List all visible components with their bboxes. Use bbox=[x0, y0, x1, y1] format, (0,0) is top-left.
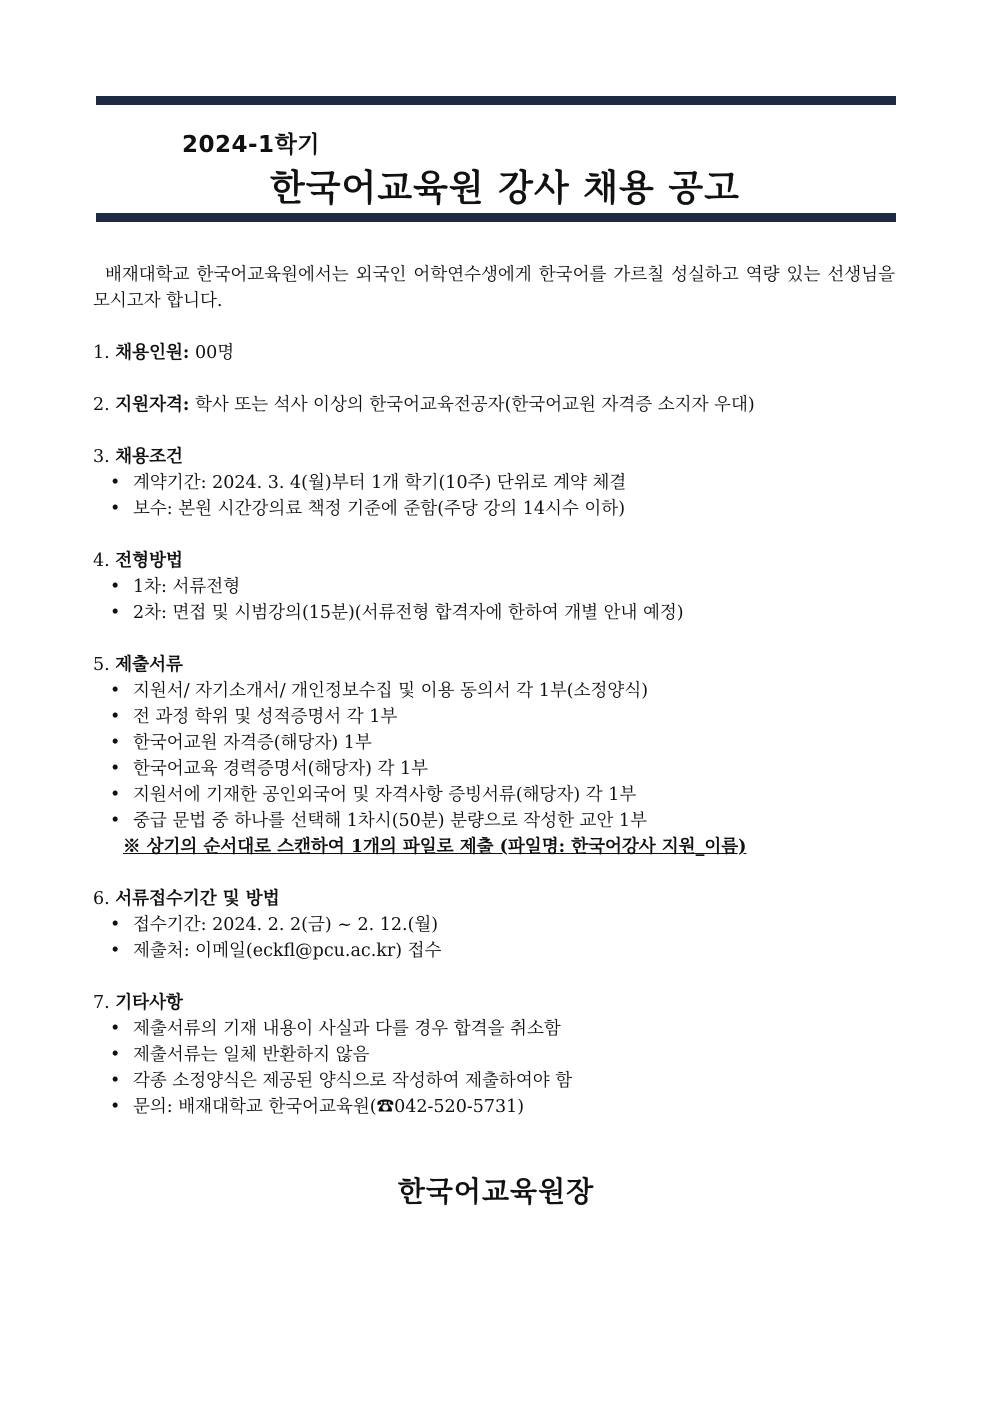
list-item-text: 2차: 면접 및 시범강의(15분)(서류전형 합격자에 한하여 개별 안내 예정) bbox=[133, 603, 684, 623]
item-list bbox=[93, 678, 895, 834]
list-item-text: 제출서류는 일체 반환하지 않음 bbox=[133, 1045, 370, 1065]
section-heading bbox=[93, 340, 895, 366]
section-number: 4. bbox=[93, 551, 110, 571]
intro-paragraph: 배재대학교 한국어교육원에서는 외국인 어학연수생에게 한국어를 가르칠 성실하고 역량 있는 선생님을 모시고자 합니다. bbox=[93, 265, 895, 311]
section-3 bbox=[93, 444, 895, 522]
section-heading bbox=[93, 392, 895, 418]
list-item bbox=[93, 756, 895, 782]
list-item-text: 제출처: 이메일(eckfl@pcu.ac.kr) 접수 bbox=[133, 941, 442, 961]
section-list bbox=[93, 340, 895, 1120]
list-item-text: 중급 문법 중 하나를 선택해 1차시(50분) 분량으로 작성한 교안 1부 bbox=[133, 811, 647, 831]
bullet-icon: • bbox=[110, 499, 121, 519]
section-label: 지원자격: bbox=[115, 395, 190, 415]
bullet-icon: • bbox=[110, 473, 121, 493]
section-heading bbox=[93, 990, 895, 1016]
section-label: 기타사항 bbox=[115, 993, 183, 1013]
list-item-text: 전 과정 학위 및 성적증명서 각 1부 bbox=[133, 707, 398, 727]
list-item-text: 접수기간: 2024. 2. 2(금) ~ 2. 12.(월) bbox=[133, 915, 439, 935]
list-item bbox=[93, 808, 895, 834]
section-6 bbox=[93, 886, 895, 964]
list-item bbox=[93, 912, 895, 938]
list-item bbox=[93, 1094, 895, 1120]
list-item-text: 제출서류의 기재 내용이 사실과 다를 경우 합격을 취소함 bbox=[133, 1019, 561, 1039]
bullet-icon: • bbox=[110, 811, 121, 831]
section-label: 전형방법 bbox=[115, 551, 183, 571]
section-heading bbox=[93, 548, 895, 574]
section-number: 3. bbox=[93, 447, 110, 467]
list-item-text: 한국어교육 경력증명서(해당자) 각 1부 bbox=[133, 759, 429, 779]
bullet-icon: • bbox=[110, 1097, 121, 1117]
list-item bbox=[93, 678, 895, 704]
list-item-text: 1차: 서류전형 bbox=[133, 577, 241, 597]
section-4 bbox=[93, 548, 895, 626]
header-top-rule bbox=[96, 96, 896, 105]
section-number: 2. bbox=[93, 395, 110, 415]
section-heading bbox=[93, 444, 895, 470]
bullet-icon: • bbox=[110, 1019, 121, 1039]
list-item bbox=[93, 1068, 895, 1094]
list-item bbox=[93, 574, 895, 600]
bullet-icon: • bbox=[110, 941, 121, 961]
page-title: 한국어교육원 강사 채용 공고 bbox=[270, 168, 740, 209]
section-number: 7. bbox=[93, 993, 110, 1013]
term-label: 2024-1학기 bbox=[182, 132, 320, 158]
item-list bbox=[93, 912, 895, 964]
item-list bbox=[93, 470, 895, 522]
list-item-text: 지원서/ 자기소개서/ 개인정보수집 및 이용 동의서 각 1부(소정양식) bbox=[133, 681, 649, 701]
section-heading bbox=[93, 886, 895, 912]
section-label: 제출서류 bbox=[115, 655, 183, 675]
item-list bbox=[93, 574, 895, 626]
bullet-icon: • bbox=[110, 707, 121, 727]
section-label: 채용조건 bbox=[115, 447, 183, 467]
section-number: 5. bbox=[93, 655, 110, 675]
submission-note: ※ 상기의 순서대로 스캔하여 1개의 파일로 제출 (파일명: 한국어강사 지원_이름) bbox=[123, 837, 747, 857]
list-item bbox=[93, 782, 895, 808]
list-item bbox=[93, 704, 895, 730]
section-number: 1. bbox=[93, 343, 110, 363]
list-item bbox=[93, 470, 895, 496]
bullet-icon: • bbox=[110, 785, 121, 805]
list-item bbox=[93, 730, 895, 756]
section-7 bbox=[93, 990, 895, 1120]
list-item-text: 계약기간: 2024. 3. 4(월)부터 1개 학기(10주) 단위로 계약 체결 bbox=[133, 473, 627, 493]
signature: 한국어교육원장 bbox=[397, 1175, 595, 1208]
list-item-text: 한국어교원 자격증(해당자) 1부 bbox=[133, 733, 372, 753]
list-item bbox=[93, 1042, 895, 1068]
list-item bbox=[93, 600, 895, 626]
bullet-icon: • bbox=[110, 759, 121, 779]
bullet-icon: • bbox=[110, 577, 121, 597]
bullet-icon: • bbox=[110, 915, 121, 935]
list-item-text: 문의: 배재대학교 한국어교육원(☎042-520-5731) bbox=[133, 1097, 525, 1117]
list-item bbox=[93, 938, 895, 964]
bullet-icon: • bbox=[110, 603, 121, 623]
bullet-icon: • bbox=[110, 1045, 121, 1065]
item-list bbox=[93, 1016, 895, 1120]
list-item bbox=[93, 1016, 895, 1042]
bullet-icon: • bbox=[110, 681, 121, 701]
section-value: 학사 또는 석사 이상의 한국어교육전공자(한국어교원 자격증 소지자 우대) bbox=[189, 395, 755, 415]
section-number: 6. bbox=[93, 889, 110, 909]
section-label: 서류접수기간 및 방법 bbox=[115, 889, 280, 909]
list-item-text: 지원서에 기재한 공인외국어 및 자격사항 증빙서류(해당자) 각 1부 bbox=[133, 785, 637, 805]
section-2 bbox=[93, 392, 895, 418]
bullet-icon: • bbox=[110, 733, 121, 753]
section-value: 00명 bbox=[189, 343, 235, 363]
section-heading bbox=[93, 652, 895, 678]
list-item-text: 각종 소정양식은 제공된 양식으로 작성하여 제출하여야 함 bbox=[133, 1071, 573, 1091]
document-body bbox=[93, 262, 895, 1146]
header-bottom-rule bbox=[96, 213, 896, 222]
section-5 bbox=[93, 652, 895, 860]
section-1 bbox=[93, 340, 895, 366]
list-item bbox=[93, 496, 895, 522]
bullet-icon: • bbox=[110, 1071, 121, 1091]
section-label: 채용인원: bbox=[115, 343, 190, 363]
list-item-text: 보수: 본원 시간강의료 책정 기준에 준함(주당 강의 14시수 이하) bbox=[133, 499, 626, 519]
